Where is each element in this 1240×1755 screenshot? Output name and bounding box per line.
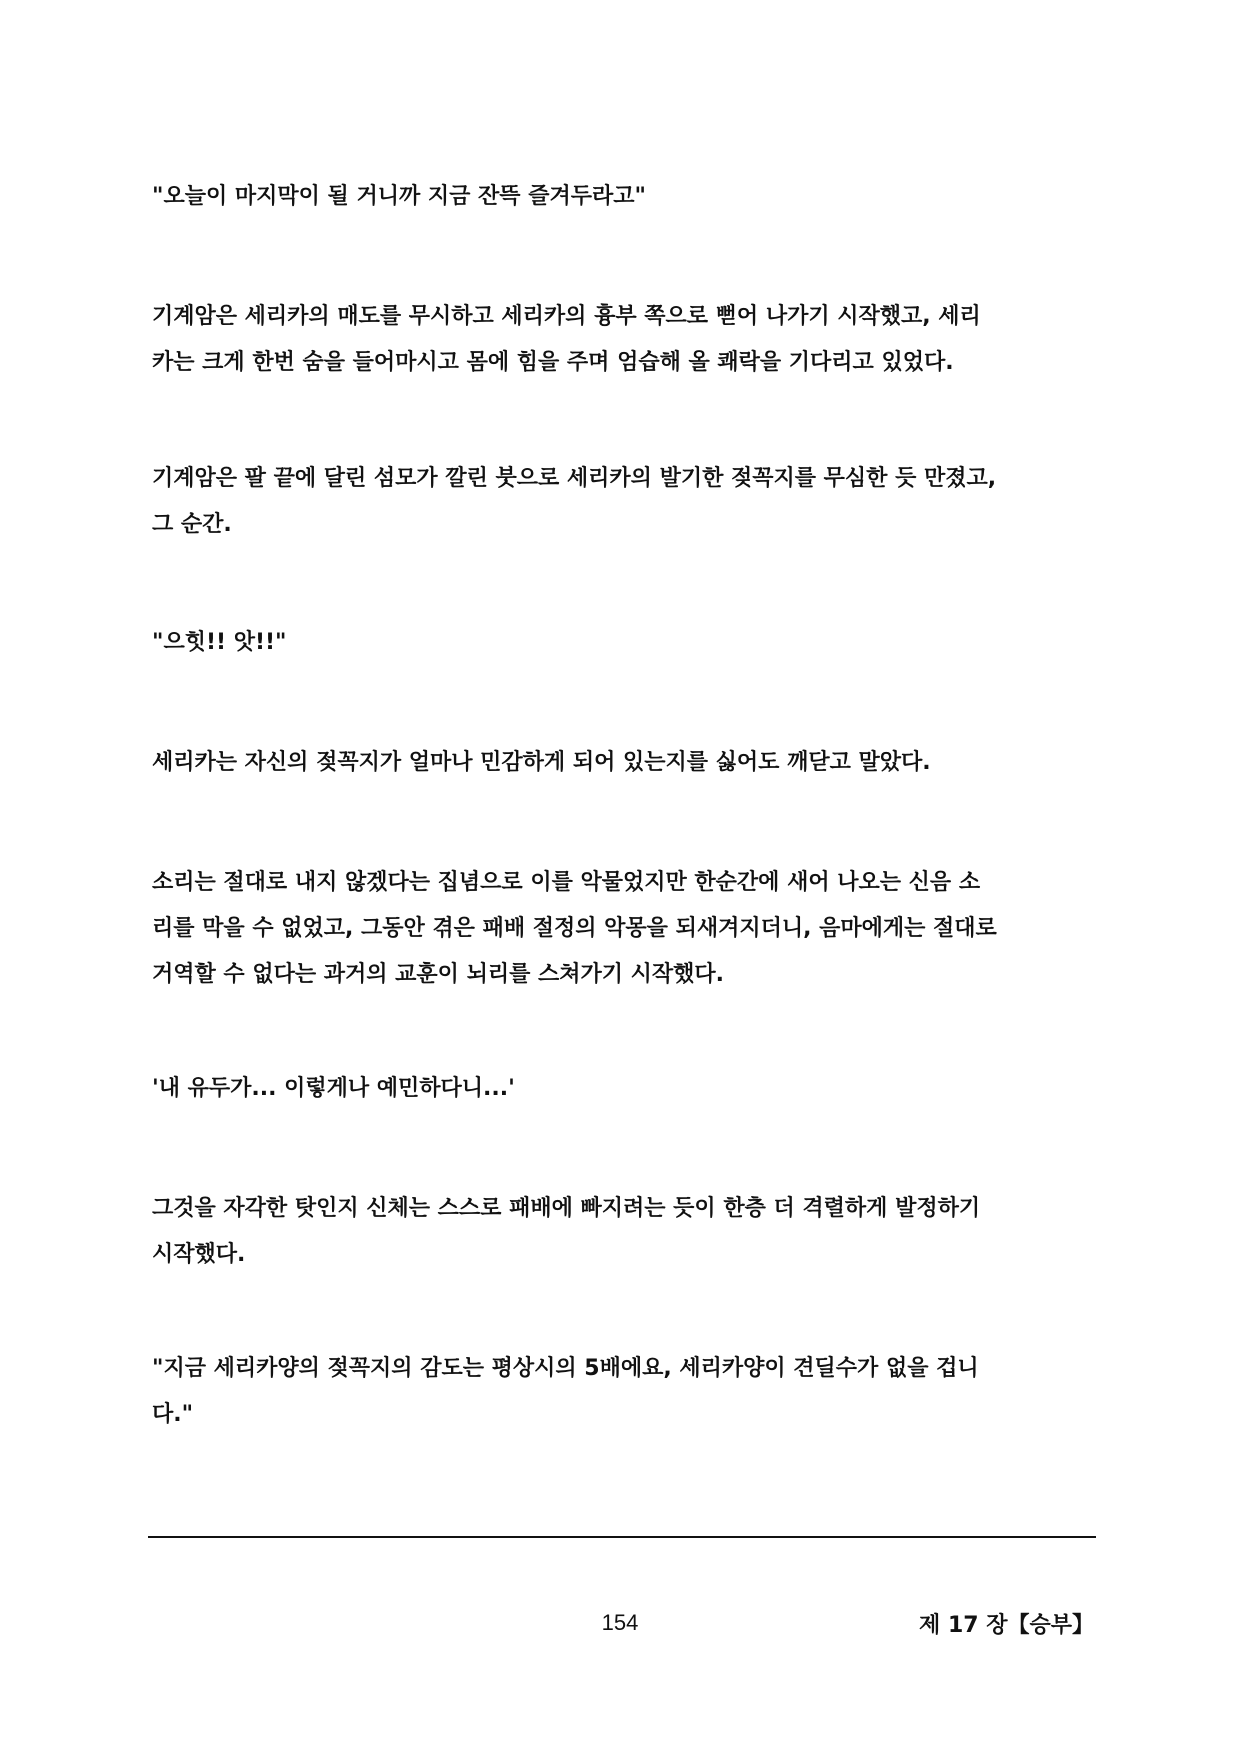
text-line: 카는 크게 한번 숨을 들어마시고 몸에 힘을 주며 엄습해 올 쾌락을 기다리고 있었다.: [152, 350, 954, 375]
dialogue-paragraph: [152, 174, 1092, 220]
text-line: '내 유두가... 이렇게나 예민하다니...': [152, 1076, 515, 1101]
text-line: 세리카는 자신의 젖꼭지가 얼마나 민감하게 되어 있는지를 싫어도 깨닫고 말았다.: [152, 750, 931, 775]
text-line: "지금 세리카양의 젖꼭지의 감도는 평상시의 5배에요, 세리카양이 견딜수가 없을 겁니: [152, 1356, 979, 1381]
thought-paragraph: [152, 1066, 1092, 1112]
text-line: 기계암은 팔 끝에 달린 섬모가 깔린 붓으로 세리카의 발기한 젖꼭지를 무심한 듯 만졌고,: [152, 466, 997, 491]
text-line: 다.": [152, 1402, 194, 1427]
text-line: 그 순간.: [152, 512, 232, 537]
text-line: "으힛!! 앗!!": [152, 630, 287, 655]
footer-divider: [148, 1536, 1096, 1538]
narration-paragraph: [152, 456, 1092, 548]
narration-paragraph: [152, 294, 1092, 386]
text-line: 그것을 자각한 탓인지 신체는 스스로 패배에 빠지려는 듯이 한층 더 격렬하게 발정하기: [152, 1196, 981, 1221]
text-line: 리를 막을 수 없었고, 그동안 겪은 패배 절정의 악몽을 되새겨지더니, 음마에게는 절대로: [152, 916, 997, 941]
chapter-title: 제 17 장【승부】: [919, 1613, 1094, 1638]
narration-paragraph: [152, 860, 1092, 998]
narration-paragraph: [152, 740, 1092, 786]
narration-paragraph: [152, 1186, 1092, 1278]
text-line: "오늘이 마지막이 될 거니까 지금 잔뜩 즐겨두라고": [152, 184, 646, 209]
text-line: 시작했다.: [152, 1242, 246, 1267]
page-number: 154: [601, 1610, 639, 1635]
text-line: 소리는 절대로 내지 않겠다는 집념으로 이를 악물었지만 한순간에 새어 나오는 신음 소: [152, 870, 981, 895]
text-line: 거역할 수 없다는 과거의 교훈이 뇌리를 스쳐가기 시작했다.: [152, 962, 725, 987]
text-line: 기계암은 세리카의 매도를 무시하고 세리카의 흉부 쪽으로 뻗어 나가기 시작했고, 세리: [152, 304, 981, 329]
dialogue-paragraph: [152, 1346, 1092, 1438]
dialogue-paragraph: [152, 620, 1092, 666]
